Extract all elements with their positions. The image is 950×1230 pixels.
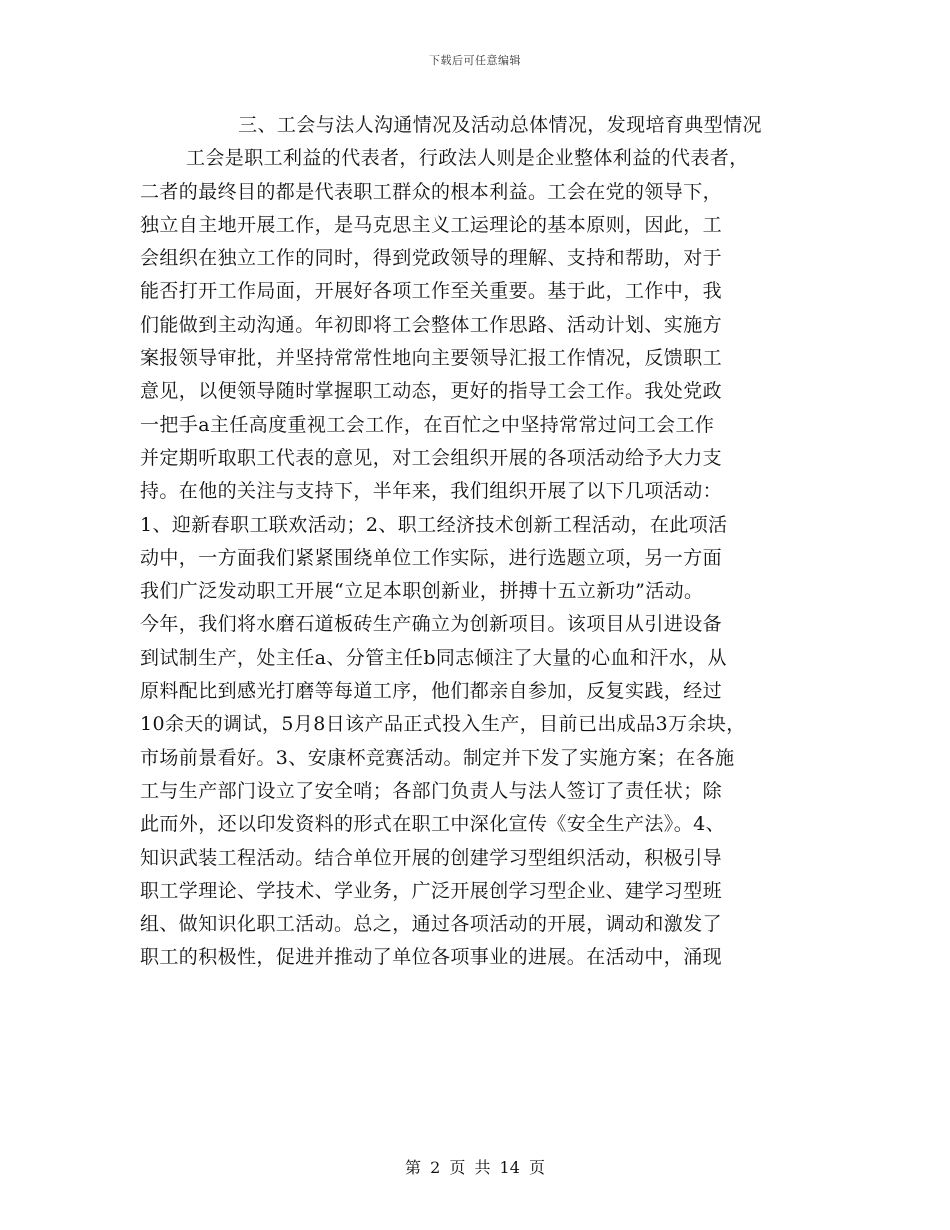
text-line: 10余天的调试，5月8日该产品正式投入生产，目前已出成品3万余块， [140, 713, 746, 736]
section-heading: 三、工会与法人沟通情况及活动总体情况，发现培育典型情况 [238, 114, 762, 136]
text-line: 我们广泛发动职工开展“立足本职创新业，拼搏十五立新功”活动。 [140, 580, 704, 603]
text-line: 工会是职工利益的代表者，行政法人则是企业整体利益的代表者， [186, 147, 749, 170]
page-footer: 第 2 页 共 14 页 [405, 1158, 545, 1177]
text-line: 工与生产部门设立了安全哨；各部门负责人与法人签订了责任状；除 [140, 779, 723, 802]
text-line: 到试制生产，处主任a、分管主任b同志倾注了大量的心血和汗水，从 [140, 646, 727, 669]
text-line: 意见，以便领导随时掌握职工动态，更好的指导工会工作。我处党政 [140, 380, 723, 403]
text-line: 职工学理论、学技术、学业务，广泛开展创学习型企业、建学习型班 [140, 879, 723, 902]
text-line: 原料配比到感光打磨等每道工序，他们都亲自参加，反复实践，经过 [140, 680, 723, 703]
text-line: 能否打开工作局面，开展好各项工作至关重要。基于此，工作中，我 [140, 280, 723, 303]
text-line: 们能做到主动沟通。年初即将工会整体工作思路、活动计划、实施方 [140, 313, 723, 336]
text-line: 一把手a主任高度重视工会工作，在百忙之中坚持常常过问工会工作 [140, 413, 715, 436]
text-line: 今年，我们将水磨石道板砖生产确立为创新项目。该项目从引进设备 [140, 613, 723, 636]
text-line: 案报领导审批，并坚持常常性地向主要领导汇报工作情况，反馈职工 [140, 347, 723, 370]
text-line: 并定期听取职工代表的意见，对工会组织开展的各项活动给予大力支 [140, 446, 723, 469]
text-line: 组、做知识化职工活动。总之，通过各项活动的开展，调动和激发了 [140, 913, 723, 936]
text-line: 独立自主地开展工作，是马克思主义工运理论的基本原则，因此，工 [140, 213, 723, 236]
text-line: 持。在他的关注与支持下，半年来，我们组织开展了以下几项活动： [140, 480, 723, 503]
text-line: 此而外，还以印发资料的形式在职工中深化宣传《安全生产法》。4、 [140, 813, 725, 836]
text-line: 动中，一方面我们紧紧围绕单位工作实际，进行选题立项，另一方面 [140, 546, 723, 569]
text-line: 会组织在独立工作的同时，得到党政领导的理解、支持和帮助，对于 [140, 247, 723, 270]
document-body [140, 109, 830, 975]
text-line: 职工的积极性，促进并推动了单位各项事业的进展。在活动中，涌现 [140, 946, 723, 969]
text-line: 1、迎新春职工联欢活动；2、职工经济技术创新工程活动，在此项活 [140, 513, 728, 536]
page-header: 下载后可任意编辑 [429, 54, 521, 67]
text-line: 知识武装工程活动。结合单位开展的创建学习型组织活动，积极引导 [140, 846, 723, 869]
text-line: 市场前景看好。3、安康杯竞赛活动。制定并下发了实施方案；在各施 [140, 746, 735, 769]
text-line: 二者的最终目的都是代表职工群众的根本利益。工会在党的领导下， [140, 180, 723, 203]
